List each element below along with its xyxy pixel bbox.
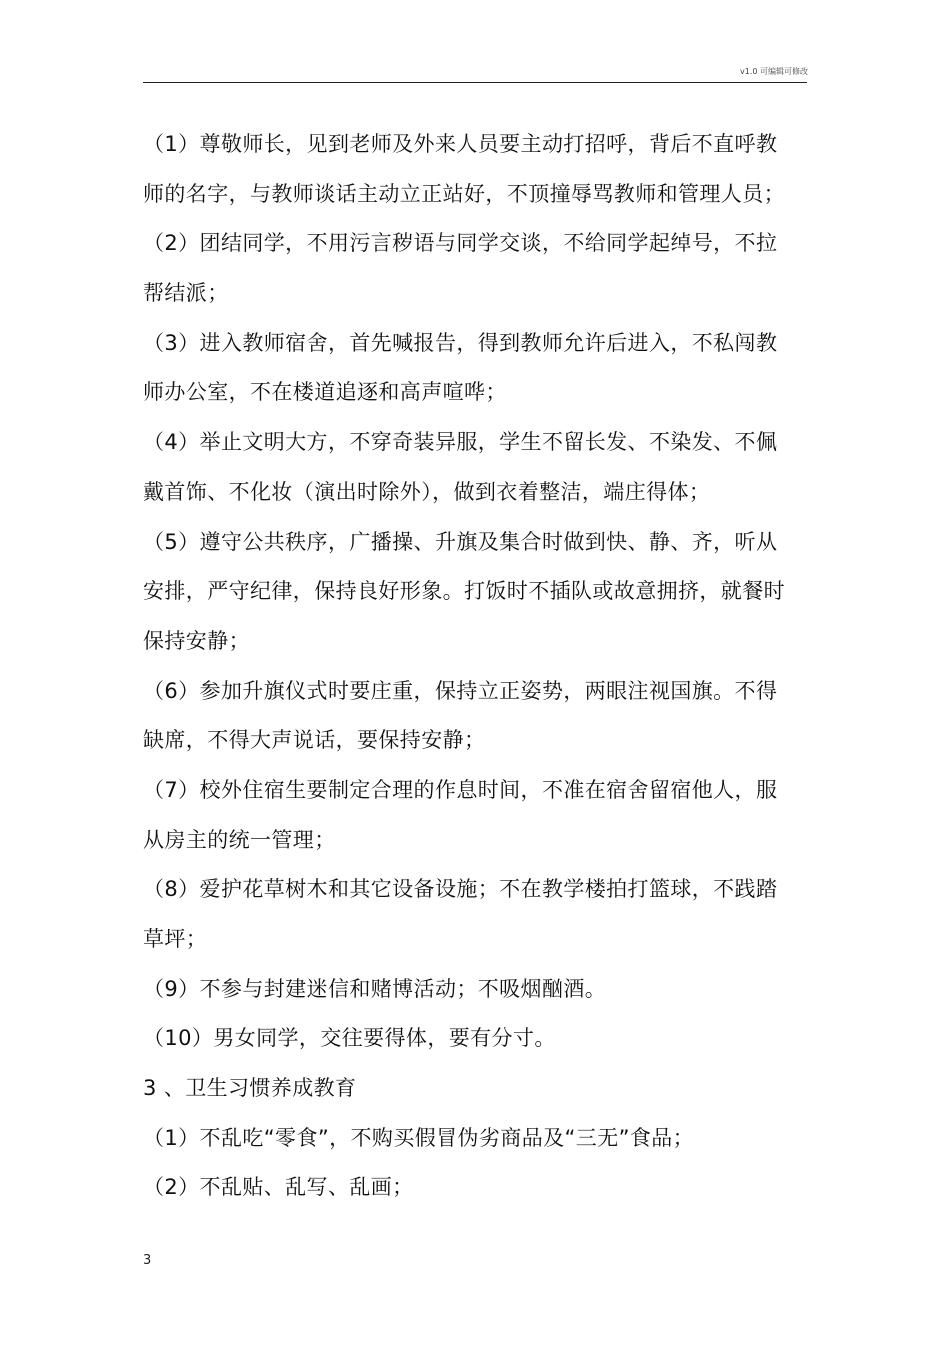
text-line: （3）进入教师宿舍，首先喊报告，得到教师允许后进入，不私闯教 xyxy=(143,330,778,355)
text-line: （1）尊敬师长，见到老师及外来人员要主动打招呼，背后不直呼教 xyxy=(143,132,778,156)
header-divider xyxy=(143,82,807,83)
section-heading: 3 、卫生习惯养成教育 xyxy=(143,1076,357,1101)
text-line: 缺席，不得大声说话，要保持安静； xyxy=(143,728,486,753)
text-line: （9）不参与封建迷信和赌博活动；不吸烟酗酒。 xyxy=(143,976,607,1001)
text-line: 师办公室，不在楼道追逐和高声喧哗； xyxy=(143,380,507,405)
document-body xyxy=(143,120,783,1213)
text-line: （7）校外住宿生要制定合理的作息时间，不准在宿舍留宿他人，服 xyxy=(143,777,778,802)
text-line: 帮结派； xyxy=(143,281,229,306)
text-line: （1）不乱吃“零食”，不购买假冒伪劣商品及“三无”食品； xyxy=(143,1125,695,1150)
page-number: 3 xyxy=(143,1253,152,1268)
text-line: （2）团结同学，不用污言秽语与同学交谈，不给同学起绰号，不拉 xyxy=(143,231,778,256)
text-line: （8）爱护花草树木和其它设备设施；不在教学楼拍打篮球，不践踏 xyxy=(143,877,778,902)
text-line: 师的名字，与教师谈话主动立正站好，不顶撞辱骂教师和管理人员； xyxy=(143,181,785,206)
text-line: 戴首饰、不化妆（演出时除外），做到衣着整洁，端庄得体； xyxy=(143,479,711,504)
text-line: （2）不乱贴、乱写、乱画； xyxy=(143,1175,414,1200)
header-version-note: v1.0 可编辑可修改 xyxy=(740,67,808,76)
text-line: 从房主的统一管理； xyxy=(143,827,336,852)
text-line: （4）举止文明大方，不穿奇装异服，学生不留长发、不染发、不佩 xyxy=(143,430,778,455)
text-line: 草坪； xyxy=(143,927,208,951)
text-line: （10）男女同学，交往要得体，要有分寸。 xyxy=(143,1026,556,1051)
text-line: （5）遵守公共秩序，广播操、升旗及集合时做到快、静、齐，听从 xyxy=(143,529,778,554)
text-line: （6）参加升旗仪式时要庄重，保持立正姿势，两眼注视国旗。不得 xyxy=(143,678,778,703)
text-line: 安排，严守纪律，保持良好形象。打饭时不插队或故意拥挤，就餐时 xyxy=(143,579,785,604)
text-line: 保持安静； xyxy=(143,628,250,653)
